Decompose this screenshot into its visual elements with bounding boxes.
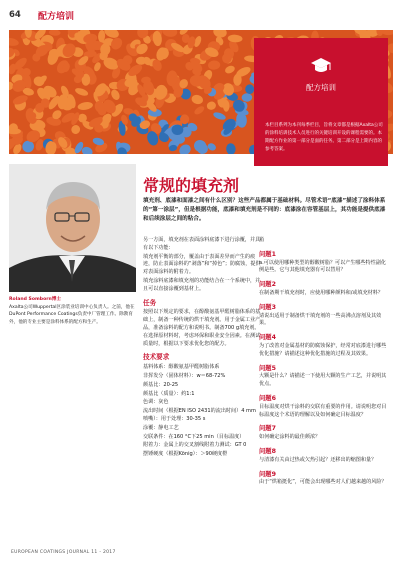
question-label: 问题3 (259, 303, 276, 311)
tech-item: 色调：灰色 (143, 399, 169, 406)
article-headline: 常规的填充剂 (143, 176, 240, 195)
tech-item: 摆锤硬度（根据König）：＞90硬度橙 (143, 451, 228, 458)
tech-item: 非挥发分（固体材料）：w＝68-72% (143, 372, 226, 379)
question-text: a.可以使用哪种类型的醇酸树脂？可以产生哪些特性副化例是些。它与其他填充器有可以替用？ (259, 259, 386, 274)
article-column-left (143, 237, 261, 460)
tech-item: 基料体系：醇酸氨基甲醛树脂体系 (143, 364, 220, 371)
tech-item: 涂覆：静电工艺 (143, 424, 179, 431)
question-text: 大颗是什么？请描述一下使用大颗的生产工艺，并说明其优点。 (259, 373, 387, 388)
paragraph: 填充涂料底漆和填充剂的功能结合在一个系统中，并且可以直接涂覆到基材上。 (143, 277, 261, 292)
sidebox (254, 38, 388, 166)
question-text: 在制备期干填充剂时，应使用哪种颜料和/或填充材料？ (259, 289, 383, 296)
tech-item: 交联条件：在160 °C下25 min（目标温度） (143, 433, 245, 440)
paragraph: 箱 (259, 237, 265, 243)
sidebox-title: 配方培训 (306, 83, 336, 92)
tech-requirements-list (143, 364, 261, 459)
tech-item: 流出时间（根据EN ISO 2431的流出时间）4 mm喷嘴）：用于处理：30-35 s (143, 408, 256, 422)
page-number: 64 (9, 10, 21, 20)
question-label: 问题1 (259, 250, 276, 258)
tech-item: 颜基比：20-25 (143, 381, 179, 388)
paragraph: 另一方面，填充剂在表面涂料底漆下进行涂覆，并具有以下功能： (143, 237, 261, 251)
question-label: 问题8 (259, 447, 276, 455)
question-label: 问题2 (259, 281, 276, 289)
question-label: 问题5 (259, 364, 276, 372)
question-text: 为了改善对金属基材的防腐蚀保护，经常对底漆进行哪些优化措施？请描述这种优化措施的过程及其效果。 (259, 342, 387, 357)
author-name: Roland Somborn博士 (9, 297, 61, 302)
author-bio (9, 296, 136, 326)
section-title: 配方培训 (38, 12, 75, 22)
task-text: 按照以下规定的要求，在醇酸氨基甲醛树脂体系的基础上，制备一种传统的烘干填充剂。用于金属工业产品，准备涂料的配方和说明书。制备700 g填充剂。在选择原材料时，考虑环保和职业安全因素。在测试质量时，根据以下要求优化您的配方。 (143, 309, 261, 347)
author-text: Axalta公司Wuppertal区涂装业培训中心负责人。之前，他在DuPont Performance Coatings负责中厂管理工作。除教育外，他的专业主要是涂料体系的配方和生产。 (9, 304, 135, 325)
question-text: 由于“烘箱挺化”，可能会出现哪些对人们越来越的风险？ (259, 479, 387, 486)
paragraph: 填充剂平衡的部分，覆盖由于表面差异而产生的痕迹，防止表面涂料的“剥落”和“掉色”；防腐蚀，提供对表面涂料的附着力。 (143, 253, 261, 276)
questions-list (259, 251, 389, 487)
question-label: 问题7 (259, 425, 276, 433)
mortarboard-icon (310, 56, 332, 80)
sidebox-text: 本栏目系列为本刊每季栏目，旨将文章都是根据Axalta公司的涂料培训技术人员进行的关键培训开设的课程需要的。本期配方作业的第一部分是面的任务。第二部分是上期内容的参考答案。 (265, 123, 383, 152)
article-column-right (259, 237, 389, 488)
question-text: 目标温度对烘干涂料的交联有重要的作用。请说明您对目标温度这个术语的理解以及如何确定目标温度？ (259, 403, 387, 418)
tech-item: 附着力：金属上的交叉割线附着力测试：GT 0 (143, 442, 247, 449)
question-label: 问题4 (259, 334, 276, 342)
question-label: 问题9 (259, 470, 276, 478)
page-header (0, 0, 400, 30)
article-lead: 填充剂、底漆和面漆之间有什么区别？这些产品都属于基础材料。尽管术语“底漆”描述了涂料体系的“第一涂层”，但是根据功能，底漆和填充剂是不同的：底漆涂在容管基层上，其功能是提供底漆和后续涂层之间的粘合。 (143, 198, 386, 222)
question-text: 与清漆有关由过热或欠热引起？还移出的缩图和量？ (259, 456, 377, 463)
author-portrait (9, 164, 136, 292)
task-heading: 任务 (143, 298, 157, 307)
footer: EUROPEAN COATINGS JOURNAL 11 - 2017 (11, 550, 116, 555)
tech-item: 颜基比（质量）：约1:1 (143, 390, 195, 397)
question-text: 如何确定涂料的最佳颜浓？ (259, 434, 321, 441)
tech-heading: 技术要求 (143, 353, 170, 362)
question-text: 请说出适用于制备烘干填充剂的一些高沸点溶剂及其效果。 (259, 312, 382, 327)
question-label: 问题6 (259, 394, 276, 402)
